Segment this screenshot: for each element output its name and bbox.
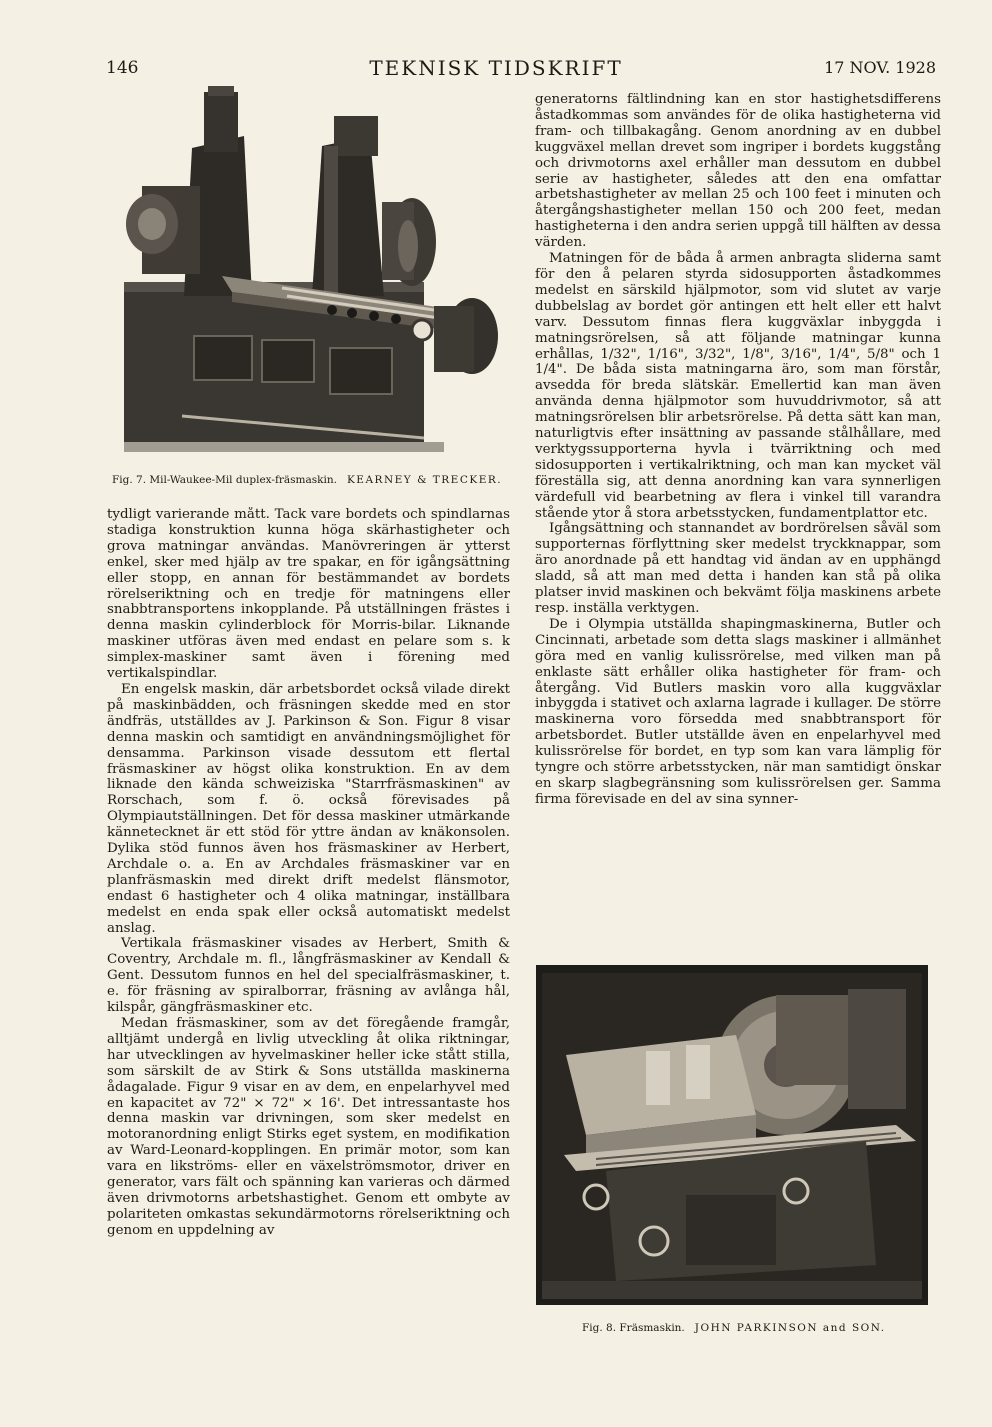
figure-7-caption <box>112 474 502 486</box>
issue-date: 17 NOV. 1928 <box>824 58 936 77</box>
paragraph: tydligt varierande mått. Tack vare bordets och spindlarnas stadiga konstruktion kunna höga skärhastigheter och grova matningar användas. Manövreringen är ytterst enkel, sker med hjälp av tre spakar, en för igångsättning eller stopp, en annan för bestämmandet av bordets rörelseriktning och en tredje för matningens eller snabbtransportens inkopplande. På utställningen frästes i denna maskin cylinderblock för Morris-bilar. Liknande maskiner utföras även med endast en pelare som s. k simplex-maskiner samt även i förening med vertikalspindlar. <box>107 507 510 682</box>
figure-8-caption-label: Fig. 8. Fräsmaskin. <box>582 1322 685 1334</box>
figure-7-caption-maker: KEARNEY & TRECKER. <box>346 474 503 486</box>
figure-8-caption <box>582 1322 886 1334</box>
paragraph: generatorns fältlindning kan en stor hastighetsdifferens åstadkommas som användes för de olika hastigheterna vid fram- och tillbakagång. Genom anordning av en dubbel kuggväxel mellan drevet som ingriper i bordets kuggstång och drivmotorns axel erhåller man dessutom en dubbel serie av hastigheter, således att den ena omfattar arbetshastigheter av mellan 25 och 100 feet i minuten och återgångshastigheter mellan 150 och 200 feet, medan hastigheterna i den andra serien uppgå till hälften av dessa värden. <box>535 92 941 251</box>
journal-title: TEKNISK TIDSKRIFT <box>369 56 623 80</box>
figure-8-caption-maker: JOHN PARKINSON and SON. <box>694 1322 886 1334</box>
paragraph: Matningen för de båda å armen anbragta sliderna samt för den å pelaren styrda sidosupporten åstadkommes medelst en särskild hjälpmotor, som vid slutet av varje dubbelslag av bordet gör antingen ett helt eller ett halvt varv. Dessutom finnas flera kuggväxlar inbyggda i matningsrörelsen, så att följande matningar kunna erhållas, 1/32", 1/16", 3/32", 1/8", 3/16", 1/4", 5/8" och 1 1/4". De båda sista matningarna äro, som man förstår, avsedda för breda slätskär. Emellertid kan man även använda denna hjälpmotor som huvuddrivmotor, så att matningsrörelsen blir arbetsrörelse. På detta sätt kan man, naturligtvis efter insättning av passande stålhållare, med verktygssupporterna hyvla i tvärriktning och med sidosupporten i vertikalriktning, och man kan mycket väl föreställa sig, att denna anordning kan vara synnerligen värdefull vid bearbetning av flera i vinkel till varandra stående ytor å stora arbetsstycken, fundamentplattor etc. <box>535 251 941 521</box>
paragraph: En engelsk maskin, där arbetsbordet också vilade direkt på maskinbädden, och fräsningen skedde med en stor ändfräs, utställdes av J. Parkinson & Son. Figur 8 visar denna maskin och samtidigt en användningsmöjlighet för densamma. Parkinson visade dessutom ett flertal fräsmaskiner av högst olika konstruktion. En av dem liknade den kända schweiziska "Starrfräsmaskinen" av Rorschach, som f. ö. också förevisades på Olympiautställningen. Det för dessa maskiner utmärkande kännetecknet är ett stöd för yttre ändan av knäkonsolen. Dylika stöd funnos även hos fräsmaskiner av Herbert, Archdale o. a. En av Archdales fräsmaskiner var en planfräsmaskin med direkt drift medelst flänsmotor, endast 6 hastigheter och 4 olika matningar, inställbara medelst en enda spak eller också automatiskt medelst anslag. <box>107 681 510 936</box>
paragraph: De i Olympia utställda shapingmaskinerna, Butler och Cincinnati, arbetade som detta slags maskiner i allmänhet göra med en vanlig kulissrörelse, med vilken man på enklaste sätt erhåller olika hastigheter för fram- och återgång. Vid Butlers maskin voro alla kuggväxlar inbyggda i stativet och axlarna lagrade i kullager. De större maskinerna voro försedda med snabbtransport för arbetsbordet. Butler utställde även en enpelarhyvel med kulissrörelse för bordet, en typ som kan vara lämplig för tyngre och större arbetsstycken, när man samtidigt önskar en skarp slagbegränsning som kulissrörelsen ger. Samma firma förevisade en del av sina synner- <box>535 616 941 807</box>
figure-8-milling-machine <box>536 965 928 1305</box>
right-text-column <box>535 92 941 904</box>
paragraph: Igångsättning och stannandet av bordrörelsen såväl som supporternas förflyttning sker medelst tryckknappar, som äro anordnade på ett handtag vid ändan av en upphängd sladd, så att man med detta i handen kan stå på olika platser invid maskinen och bekvämt följa maskinens arbete resp. inställa verktygen. <box>535 521 941 616</box>
paragraph: Medan fräsmaskiner, som av det föregående framgår, alltjämt undergå en livlig utveckling åt olika riktningar, har utvecklingen av hyvelmaskiner heller icke stått stilla, som särskilt de av Stirk & Sons utställda maskinerna ådagalade. Figur 9 visar en av dem, en enpelarhyvel med en kapacitet av 72" × 72" × 16'. Det intressantaste hos denna maskin var drivningen, som sker medelst en motoranordning enligt Stirks eget system, en modifikation av Ward-Leonard-kopplingen. En primär motor, som kan vara en likströms- eller en växelströmsmotor, driver en generator, vars fält och spänning kan varieras och därmed även drivmotorns arbetshastighet. Genom ett ombyte av polariteten omkastas sekundärmotorns rörelseriktning och genom en uppdelning av <box>107 1016 510 1238</box>
figure-7-duplex-milling-machine <box>112 86 510 470</box>
left-text-column <box>107 507 510 1342</box>
figure-7-caption-label: Fig. 7. Mil-Waukee-Mil duplex-fräsmaskin. <box>112 474 337 486</box>
paragraph: Vertikala fräsmaskiner visades av Herbert, Smith & Coventry, Archdale m. fl., långfräsmaskiner av Kendall & Gent. Dessutom funnos en hel del specialfräsmaskiner, t. e. för fräsning av spiralborrar, fräsning av avlånga hål, kilspår, gängfräsmaskiner etc. <box>107 936 510 1016</box>
page-number: 146 <box>106 58 139 78</box>
page-header <box>0 54 992 82</box>
